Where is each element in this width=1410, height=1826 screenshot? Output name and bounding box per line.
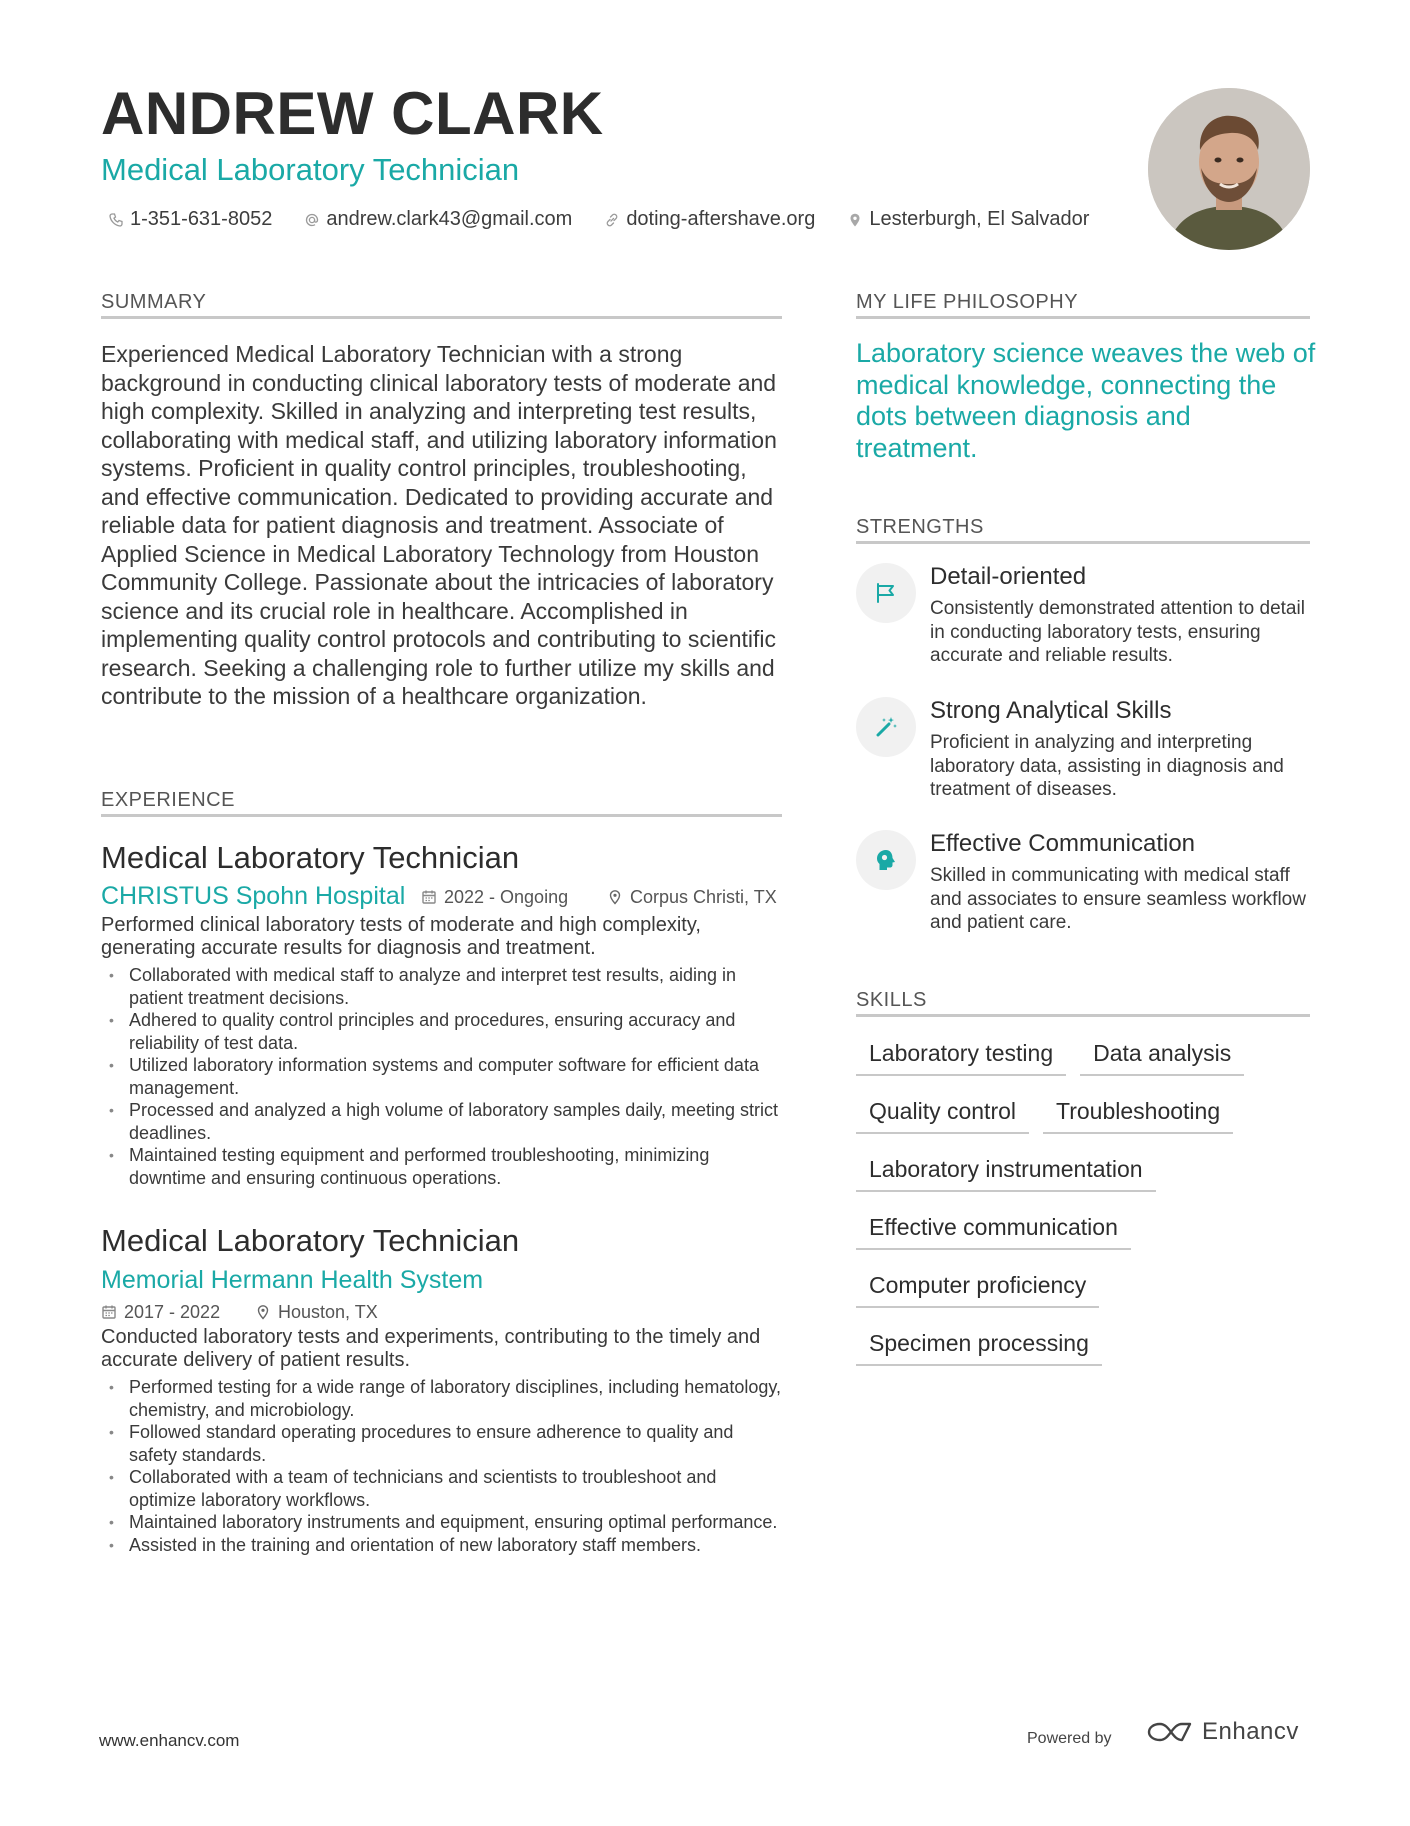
summary-divider [101,316,782,319]
location-pin-icon [255,1304,271,1320]
candidate-name: ANDREW CLARK [101,80,604,147]
job-bullet: • Collaborated with medical staff to analyze and interpret test results, aiding in patient treatment decisions. [101,964,783,1009]
contact-location-text: Lesterburgh, El Salvador [869,208,1090,230]
philosophy-divider [856,316,1310,319]
link-icon [604,212,620,228]
contact-email-text: andrew.clark43@gmail.com [326,208,573,230]
phone-icon [108,212,124,228]
skill-tag: Computer proficiency [856,1264,1099,1308]
job-location [607,888,777,906]
skills-heading: SKILLS [856,989,927,1011]
job-bullet: • Followed standard operating procedures to ensure adherence to quality and safety standards. [101,1421,783,1466]
strength-description: Proficient in analyzing and interpreting laboratory data, assisting in diagnosis and treatment of diseases. [930,732,1284,800]
skills-divider [856,1014,1310,1017]
location-pin-icon [847,212,863,228]
skill-tag: Quality control [856,1090,1029,1134]
job-dates [101,1303,220,1321]
contact-phone[interactable] [108,208,272,231]
skill-tag: Laboratory instrumentation [856,1148,1156,1192]
job-location-text: Houston, TX [278,1302,378,1322]
footer-url[interactable]: www.enhancv.com [99,1731,240,1750]
candidate-title: Medical Laboratory Technician [101,152,520,187]
head-brain-icon [856,830,916,890]
experience-heading: EXPERIENCE [101,789,235,811]
contact-website[interactable] [604,208,815,231]
job-bullet: • Performed testing for a wide range of laboratory disciplines, including hematology, chemistry, and microbiology. [101,1376,783,1421]
job-bullets [101,1376,783,1556]
job-company: CHRISTUS Spohn Hospital [101,882,406,910]
job-bullets [101,964,783,1189]
calendar-icon [421,889,437,905]
strength-title: Detail-oriented [930,563,1087,590]
strength-title: Strong Analytical Skills [930,697,1172,724]
job-description: Conducted laboratory tests and experiments, contributing to the timely and accurate delivery of patient results. [101,1326,761,1371]
job-location [255,1303,378,1321]
experience-divider [101,814,782,817]
job-dates [421,888,568,906]
contact-location [847,208,1089,231]
job-bullet: • Utilized laboratory information systems and computer software for efficient data management. [101,1054,783,1099]
job-dates-text: 2017 - 2022 [124,1302,221,1322]
job-location-text: Corpus Christi, TX [630,887,777,907]
job-dates-text: 2022 - Ongoing [444,887,569,907]
strength-description: Skilled in communicating with medical staff and associates to ensure seamless workflow and patient care. [930,865,1306,933]
contact-email[interactable] [304,208,572,231]
job-bullet: • Assisted in the training and orientation of new laboratory staff members. [101,1534,783,1557]
avatar [1148,88,1310,250]
summary-heading: SUMMARY [101,291,207,313]
job-description: Performed clinical laboratory tests of moderate and high complexity, generating accurate results for diagnosis and treatment. [101,914,701,959]
job-title: Medical Laboratory Technician [101,1223,520,1258]
at-icon [304,212,320,228]
magic-wand-icon [856,697,916,757]
skill-tag: Laboratory testing [856,1032,1066,1076]
job-bullet: • Adhered to quality control principles and procedures, ensuring accuracy and reliability of test data. [101,1009,783,1054]
skill-tag: Data analysis [1080,1032,1244,1076]
strength-description: Consistently demonstrated attention to detail in conducting laboratory tests, ensuring accurate and reliable results. [930,598,1305,666]
job-bullet: • Maintained laboratory instruments and equipment, ensuring optimal performance. [101,1511,783,1534]
summary-text: Experienced Medical Laboratory Technician with a strong background in conducting clinical laboratory tests of moderate and high complexity. Skilled in analyzing and interpreting test results, collaborating with medical staff, and utilizing laboratory information systems. Proficient in quality control principles, troubleshooting, and effective communication. Dedicated to providing accurate and reliable data for patient diagnosis and treatment. Associate of Applied Science in Medical Laboratory Technology from Houston Community College. Passionate about the intricacies of laboratory science and its crucial role in healthcare. Accomplished in implementing quality control protocols and contributing to scientific research. Seeking a challenging role to further utilize my skills and contribute to the mission of a healthcare organization. [101,341,777,709]
skills-list [856,1032,1326,1380]
flag-icon [856,563,916,623]
contact-website-text: doting-aftershave.org [626,208,816,230]
skill-tag: Specimen processing [856,1322,1102,1366]
brand-name: Enhancv [1202,1718,1299,1745]
job-bullet: • Collaborated with a team of technicians and scientists to troubleshoot and optimize laboratory workflows. [101,1466,783,1511]
contact-bar [108,208,1089,231]
strength-title: Effective Communication [930,830,1196,857]
job-title: Medical Laboratory Technician [101,840,520,875]
powered-by-label: Powered by [1027,1730,1112,1747]
skill-tag: Effective communication [856,1206,1131,1250]
strengths-divider [856,541,1310,544]
enhancv-logo-icon [1146,1718,1194,1746]
philosophy-quote: Laboratory science weaves the web of medical knowledge, connecting the dots between diagnosis and treatment. [856,338,1316,463]
strengths-heading: STRENGTHS [856,516,984,538]
philosophy-heading: MY LIFE PHILOSOPHY [856,291,1079,313]
job-bullet: • Processed and analyzed a high volume of laboratory samples daily, meeting strict deadlines. [101,1099,783,1144]
skill-tag: Troubleshooting [1043,1090,1233,1134]
job-company: Memorial Hermann Health System [101,1266,484,1294]
brand-logo[interactable] [1146,1718,1299,1746]
job-bullet: • Maintained testing equipment and performed troubleshooting, minimizing downtime and ensuring continuous operations. [101,1144,783,1189]
location-pin-icon [607,889,623,905]
calendar-icon [101,1304,117,1320]
contact-phone-text: 1-351-631-8052 [130,208,273,230]
